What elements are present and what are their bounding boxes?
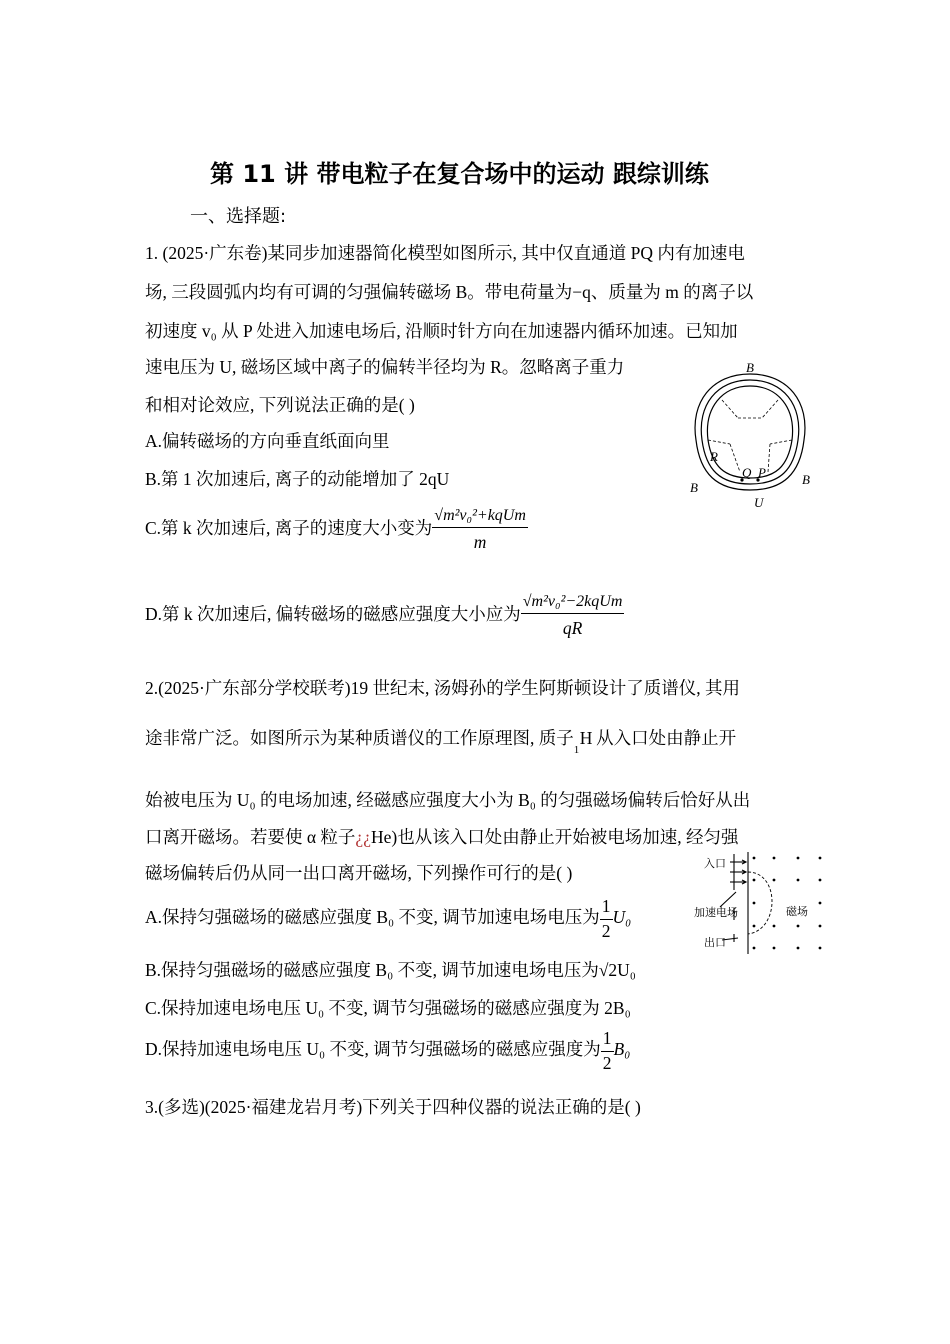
- q2-option-d-unit: B₀: [613, 1039, 631, 1060]
- label-entrance: 入口: [704, 858, 726, 870]
- q3-line-1: 3.(多选)(2025·福建龙岩月考)下列关于四种仪器的说法正确的是( ): [145, 1097, 641, 1117]
- q1-option-c: [145, 508, 528, 552]
- q1-option-c-numerator: √m²v₀²+kqUm: [432, 508, 528, 528]
- q2-line-5: 磁场偏转后仍从同一出口离开磁场, 下列操作可行的是( ): [145, 863, 573, 883]
- q1-option-c-denominator: m: [473, 532, 487, 552]
- q1-line-1: 1. (2025·广东卷)某同步加速器简化模型如图所示, 其中仅直通道 PQ 内有加速电: [145, 243, 745, 263]
- q2-line-4: [145, 824, 738, 849]
- label-b-top: B: [746, 360, 754, 375]
- proton-symbol: H: [579, 728, 593, 748]
- q1-option-d-denominator: qR: [562, 618, 583, 638]
- q1-option-d-text: D.第 k 次加速后, 偏转磁场的磁感应强度大小应为: [145, 603, 521, 624]
- q1-option-a: A.偏转磁场的方向垂直纸面向里: [145, 431, 390, 451]
- q2-option-d: [145, 1030, 630, 1072]
- label-b-right: B: [802, 472, 810, 487]
- label-magnetic-field: 磁场: [786, 906, 808, 918]
- q2-line-1: 2.(2025·广东部分学校联考)19 世纪末, 汤姆孙的学生阿斯顿设计了质谱仪, 其用: [145, 678, 740, 698]
- q2-option-d-fraction: [601, 1030, 614, 1072]
- q1-option-d-numerator: √m²v₀²−2kqUm: [521, 594, 625, 614]
- q1-line-3: 初速度 v₀ 从 P 处进入加速电场后, 沿顺时针方向在加速器内循环加速。已知加: [145, 321, 738, 341]
- q2-option-d-text: D.保持加速电场电压 U₀ 不变, 调节匀强磁场的磁感应强度为: [145, 1039, 601, 1060]
- q2-option-b: B.保持匀强磁场的磁感应强度 B₀ 不变, 调节加速电场电压为√2U₀: [145, 960, 636, 980]
- q2-line-3: 始被电压为 U₀ 的电场加速, 经磁感应强度大小为 B₀ 的匀强磁场偏转后恰好从出: [145, 790, 751, 810]
- q2-line-2-text: 途非常广泛。如图所示为某种质谱仪的工作原理图, 质子: [145, 728, 574, 748]
- q1-option-c-fraction: [432, 508, 528, 552]
- q2-option-a-unit: U₀: [612, 907, 632, 928]
- q1-line-4: 速电压为 U, 磁场区域中离子的偏转半径均为 R。忽略离子重力: [145, 357, 625, 377]
- q1-option-c-text: C.第 k 次加速后, 离子的速度大小变为: [145, 517, 433, 538]
- q2-option-a-text: A.保持匀强磁场的磁感应强度 B₀ 不变, 调节加速电场电压为: [145, 907, 600, 928]
- label-p: P: [758, 465, 766, 480]
- label-r: R: [710, 449, 718, 464]
- q2-option-a: [145, 898, 631, 940]
- label-q: Q: [742, 465, 752, 480]
- q1-line-5: 和相对论效应, 下列说法正确的是( ): [145, 395, 415, 415]
- label-accel-field: 加速电场: [694, 907, 738, 919]
- mass-spectrometer-diagram: [690, 850, 830, 955]
- q1-option-d: [145, 594, 624, 638]
- q2-option-a-numerator: 1: [600, 898, 613, 920]
- q2-line-4-text: 口离开磁场。若要使 α 粒子: [145, 827, 356, 847]
- q2-line-2: [145, 725, 737, 756]
- q1-option-b: B.第 1 次加速后, 离子的动能增加了 2qU: [145, 469, 450, 489]
- q2-option-d-denominator: 2: [602, 1052, 612, 1073]
- q1-option-d-fraction: [521, 594, 625, 638]
- q2-line-4-tail: He)也从该入口处由静止开始被电场加速, 经匀强: [370, 827, 739, 847]
- section-heading: 一、选择题:: [190, 206, 287, 227]
- label-u: U: [754, 495, 764, 510]
- page-title: 第 11 讲 带电粒子在复合场中的运动 跟综训练: [210, 160, 709, 188]
- q1-line-2: 场, 三段圆弧内均有可调的匀强偏转磁场 B。带电荷量为−q、质量为 m 的离子以: [145, 282, 754, 302]
- label-exit: 出口: [704, 937, 726, 949]
- q2-option-d-numerator: 1: [601, 1030, 614, 1052]
- q2-line-2-tail: 从入口处由静止开: [591, 728, 737, 748]
- accelerator-diagram: [688, 360, 818, 512]
- q2-option-a-denominator: 2: [601, 920, 611, 941]
- label-b-left: B: [690, 480, 698, 495]
- proton-nuclide: [573, 728, 593, 756]
- broken-glyph: ¿¿: [355, 827, 371, 847]
- q2-option-c: C.保持加速电场电压 U₀ 不变, 调节匀强磁场的磁感应强度为 2B₀: [145, 998, 631, 1018]
- proton-mass-number: 1: [573, 744, 580, 756]
- q2-option-a-fraction: [600, 898, 613, 940]
